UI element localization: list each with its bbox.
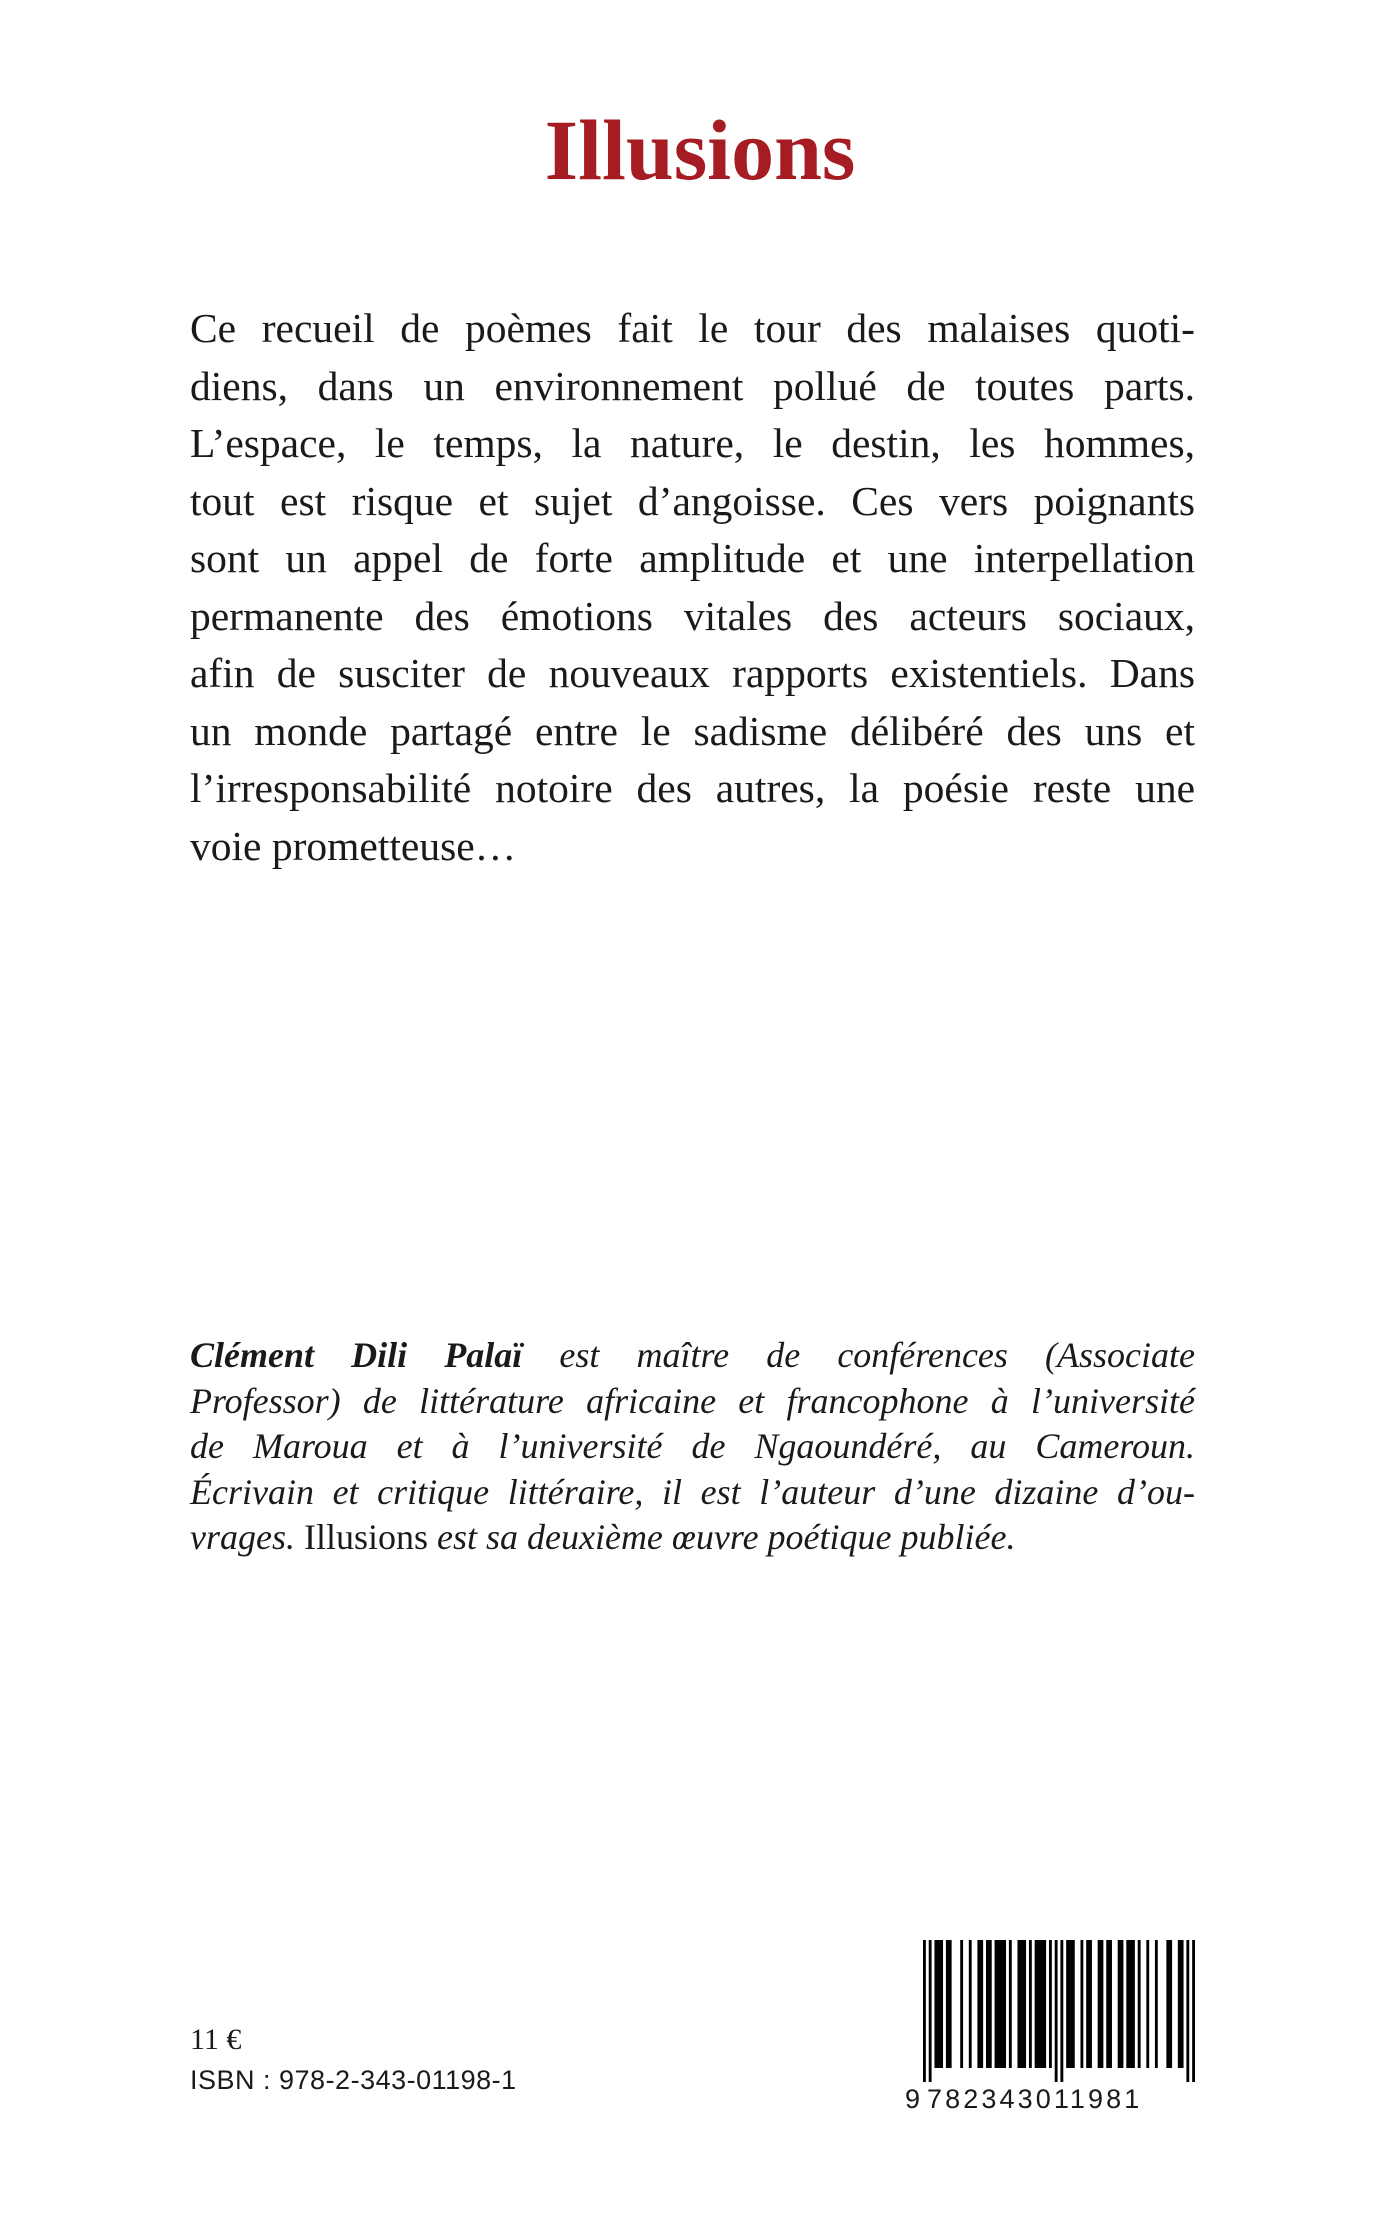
blurb-line: voie prometteuse… bbox=[190, 822, 517, 869]
barcode-guard-bar bbox=[1192, 1940, 1195, 2082]
blurb-line: diens, dans un environnement pollué de toutes parts. bbox=[190, 362, 1195, 409]
barcode-bar bbox=[1086, 1940, 1092, 2068]
barcode-bar bbox=[1178, 1940, 1184, 2068]
barcode-guard-bar bbox=[929, 1940, 932, 2082]
barcode-bar bbox=[1009, 1940, 1012, 2068]
barcode-guard-bar bbox=[1055, 1940, 1058, 2082]
blurb-line: Ce recueil de poèmes fait le tour des malaises quoti- bbox=[190, 305, 1195, 351]
barcode-bar bbox=[1126, 1940, 1135, 2068]
barcode bbox=[905, 1940, 1195, 2115]
barcode-guard-bar bbox=[1186, 1940, 1189, 2082]
blurb-line: un monde partagé entre le sadisme délibéré des uns et bbox=[190, 707, 1195, 754]
blurb-line: l’irresponsabilité notoire des autres, la poésie reste une bbox=[190, 765, 1195, 811]
barcode-guard-bar bbox=[923, 1940, 926, 2082]
author-bio-line: Écrivain et critique littéraire, il est l’auteur d’une dizaine d’ou- bbox=[190, 1471, 1195, 1512]
book-title: Illusions bbox=[544, 102, 856, 198]
barcode-bars bbox=[923, 1940, 1195, 2082]
author-bio-text: vrages. bbox=[190, 1517, 304, 1557]
barcode-bar bbox=[1155, 1940, 1158, 2068]
author-bio bbox=[190, 1333, 1195, 1561]
barcode-bar bbox=[1098, 1940, 1104, 2068]
barcode-bar bbox=[960, 1940, 963, 2068]
barcode-bar bbox=[1118, 1940, 1124, 2068]
barcode-rest-digits: 782343011981 bbox=[927, 2084, 1143, 2114]
barcode-bar bbox=[1035, 1940, 1046, 2068]
author-bio-line: Professor) de littérature africaine et francophone à l’université bbox=[190, 1380, 1195, 1421]
author-bio-line bbox=[190, 1515, 1195, 1561]
blurb-line: tout est risque et sujet d’angoisse. Ces vers poignants bbox=[190, 477, 1195, 524]
barcode-bar bbox=[1049, 1940, 1052, 2068]
barcode-bar bbox=[1138, 1940, 1141, 2068]
barcode-bar bbox=[934, 1940, 943, 2068]
barcode-bar bbox=[1080, 1940, 1083, 2068]
barcode-bar bbox=[946, 1940, 952, 2068]
barcode-bar bbox=[969, 1940, 972, 2068]
blurb-line: L’espace, le temps, la nature, le destin, les hommes, bbox=[190, 420, 1195, 466]
barcode-guard-bar bbox=[1060, 1940, 1063, 2082]
barcode-bar bbox=[1106, 1940, 1112, 2068]
barcode-bar bbox=[977, 1940, 983, 2068]
barcode-bar bbox=[995, 1940, 1006, 2068]
author-name: Clément Dili Palaï bbox=[190, 1335, 523, 1375]
book-title-mention: Illusions bbox=[303, 1517, 428, 1557]
barcode-bar bbox=[986, 1940, 992, 2068]
barcode-first-digit: 9 bbox=[905, 2084, 921, 2114]
back-cover-blurb bbox=[190, 300, 1195, 875]
blurb-line: afin de susciter de nouveaux rapports existentiels. Dans bbox=[190, 650, 1195, 696]
author-bio-text: est sa deuxième œuvre poétique publiée. bbox=[428, 1517, 1016, 1557]
author-bio-line: de Maroua et à l’université de Ngaoundéré, au Cameroun. bbox=[190, 1426, 1195, 1466]
barcode-bar bbox=[1066, 1940, 1075, 2068]
isbn: ISBN : 978-2-343-01198-1 bbox=[190, 2065, 517, 2095]
blurb-line: permanente des émotions vitales des acteurs sociaux, bbox=[190, 592, 1195, 639]
price: 11 € bbox=[190, 2023, 242, 2056]
author-bio-line bbox=[190, 1333, 1195, 1379]
author-bio-text: est maître de conférences (Associate bbox=[522, 1335, 1195, 1375]
barcode-bar bbox=[1146, 1940, 1149, 2068]
barcode-bar bbox=[1029, 1940, 1032, 2068]
barcode-bar bbox=[1017, 1940, 1026, 2068]
barcode-bar bbox=[1166, 1940, 1172, 2068]
blurb-line: sont un appel de forte amplitude et une interpellation bbox=[190, 535, 1195, 581]
